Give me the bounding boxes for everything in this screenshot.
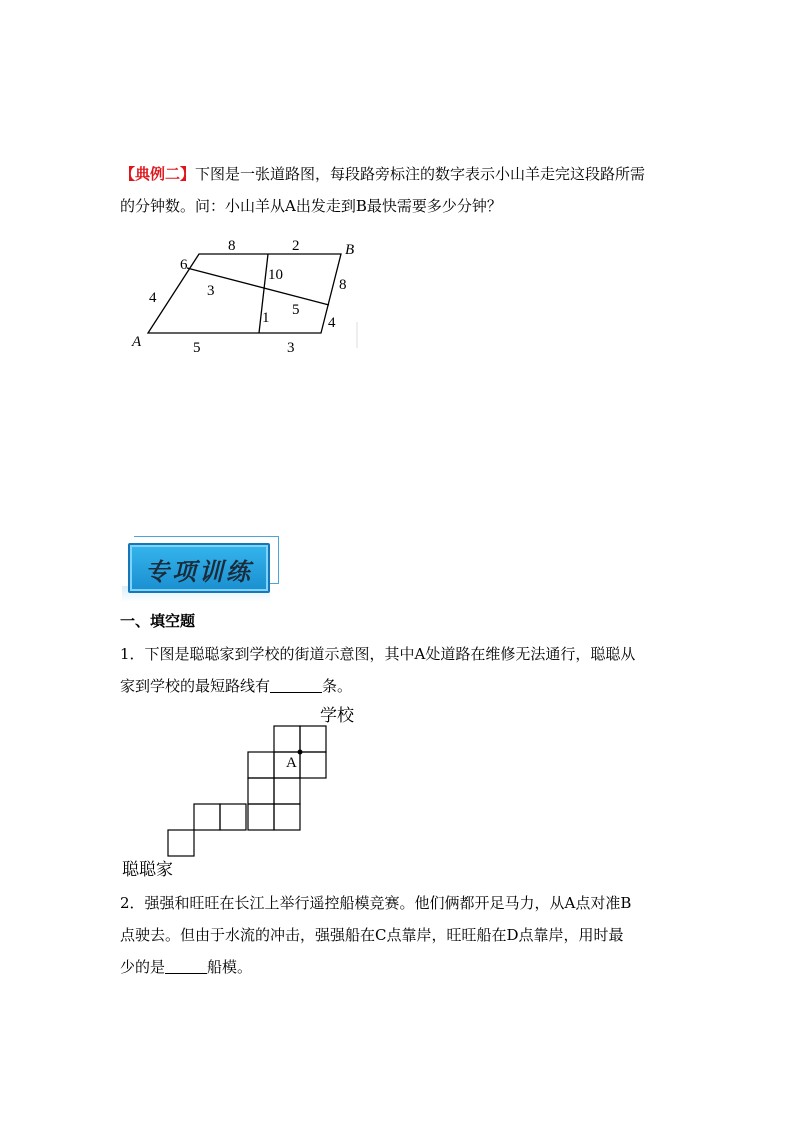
example-line-2: 的分钟数。问：小山羊从A出发走到B最快需要多少分钟？ [120,197,502,215]
example-line-1 [120,162,645,186]
label-B: B [345,242,355,258]
label-left-upper: 6 [180,257,188,273]
label-bottom-right: 3 [287,340,295,356]
street-grid-figure [118,700,368,885]
grid-label-A: A [286,755,297,771]
q2-text-after: 船模。 [207,958,253,976]
label-top-left: 8 [228,238,236,254]
home-label: 聪聪家 [122,860,173,879]
q1-answer-blank[interactable] [270,678,322,693]
label-top-right: 2 [292,238,300,254]
label-vert-upper: 10 [268,267,283,283]
q2-answer-blank[interactable] [165,959,207,974]
label-diag-left: 3 [207,283,215,299]
q2-line-1: 2．强强和旺旺在长江上举行遥控船模竞赛。他们俩都开足马力，从A点对准B [120,894,632,912]
label-A: A [132,334,142,350]
point-A-marker [298,750,303,755]
school-label: 学校 [320,706,354,725]
section-heading: 一、填空题 [120,612,196,630]
label-diag-right: 5 [292,302,300,318]
label-vert-lower: 1 [262,310,270,326]
q2-text-before: 少的是 [120,958,166,976]
q1-line-1: 1．下图是聪聪家到学校的街道示意图，其中A处道路在维修无法通行，聪聪从 [120,645,636,663]
banner-title: 专项训练 [145,558,253,586]
label-right-lower: 4 [328,315,336,331]
road-outline [148,254,341,333]
q2-line-3 [120,955,252,979]
q1-text-before: 家到学校的最短路线有 [120,677,271,695]
section-banner [128,543,270,593]
label-bottom-left: 5 [193,340,201,356]
example-tag: 【典例二】 [120,165,196,183]
q1-text-after: 条。 [322,677,353,695]
label-right-upper: 8 [339,277,347,293]
q1-line-2 [120,674,352,698]
street-grid [168,726,326,856]
road-map-figure [120,230,370,360]
example-text-1: 下图是一张道路图，每段路旁标注的数字表示小山羊走完这段路所需 [195,165,646,183]
label-left-lower: 4 [149,290,157,306]
q2-line-2: 点驶去。但由于水流的冲击，强强船在C点靠岸，旺旺船在D点靠岸，用时最 [120,926,624,944]
